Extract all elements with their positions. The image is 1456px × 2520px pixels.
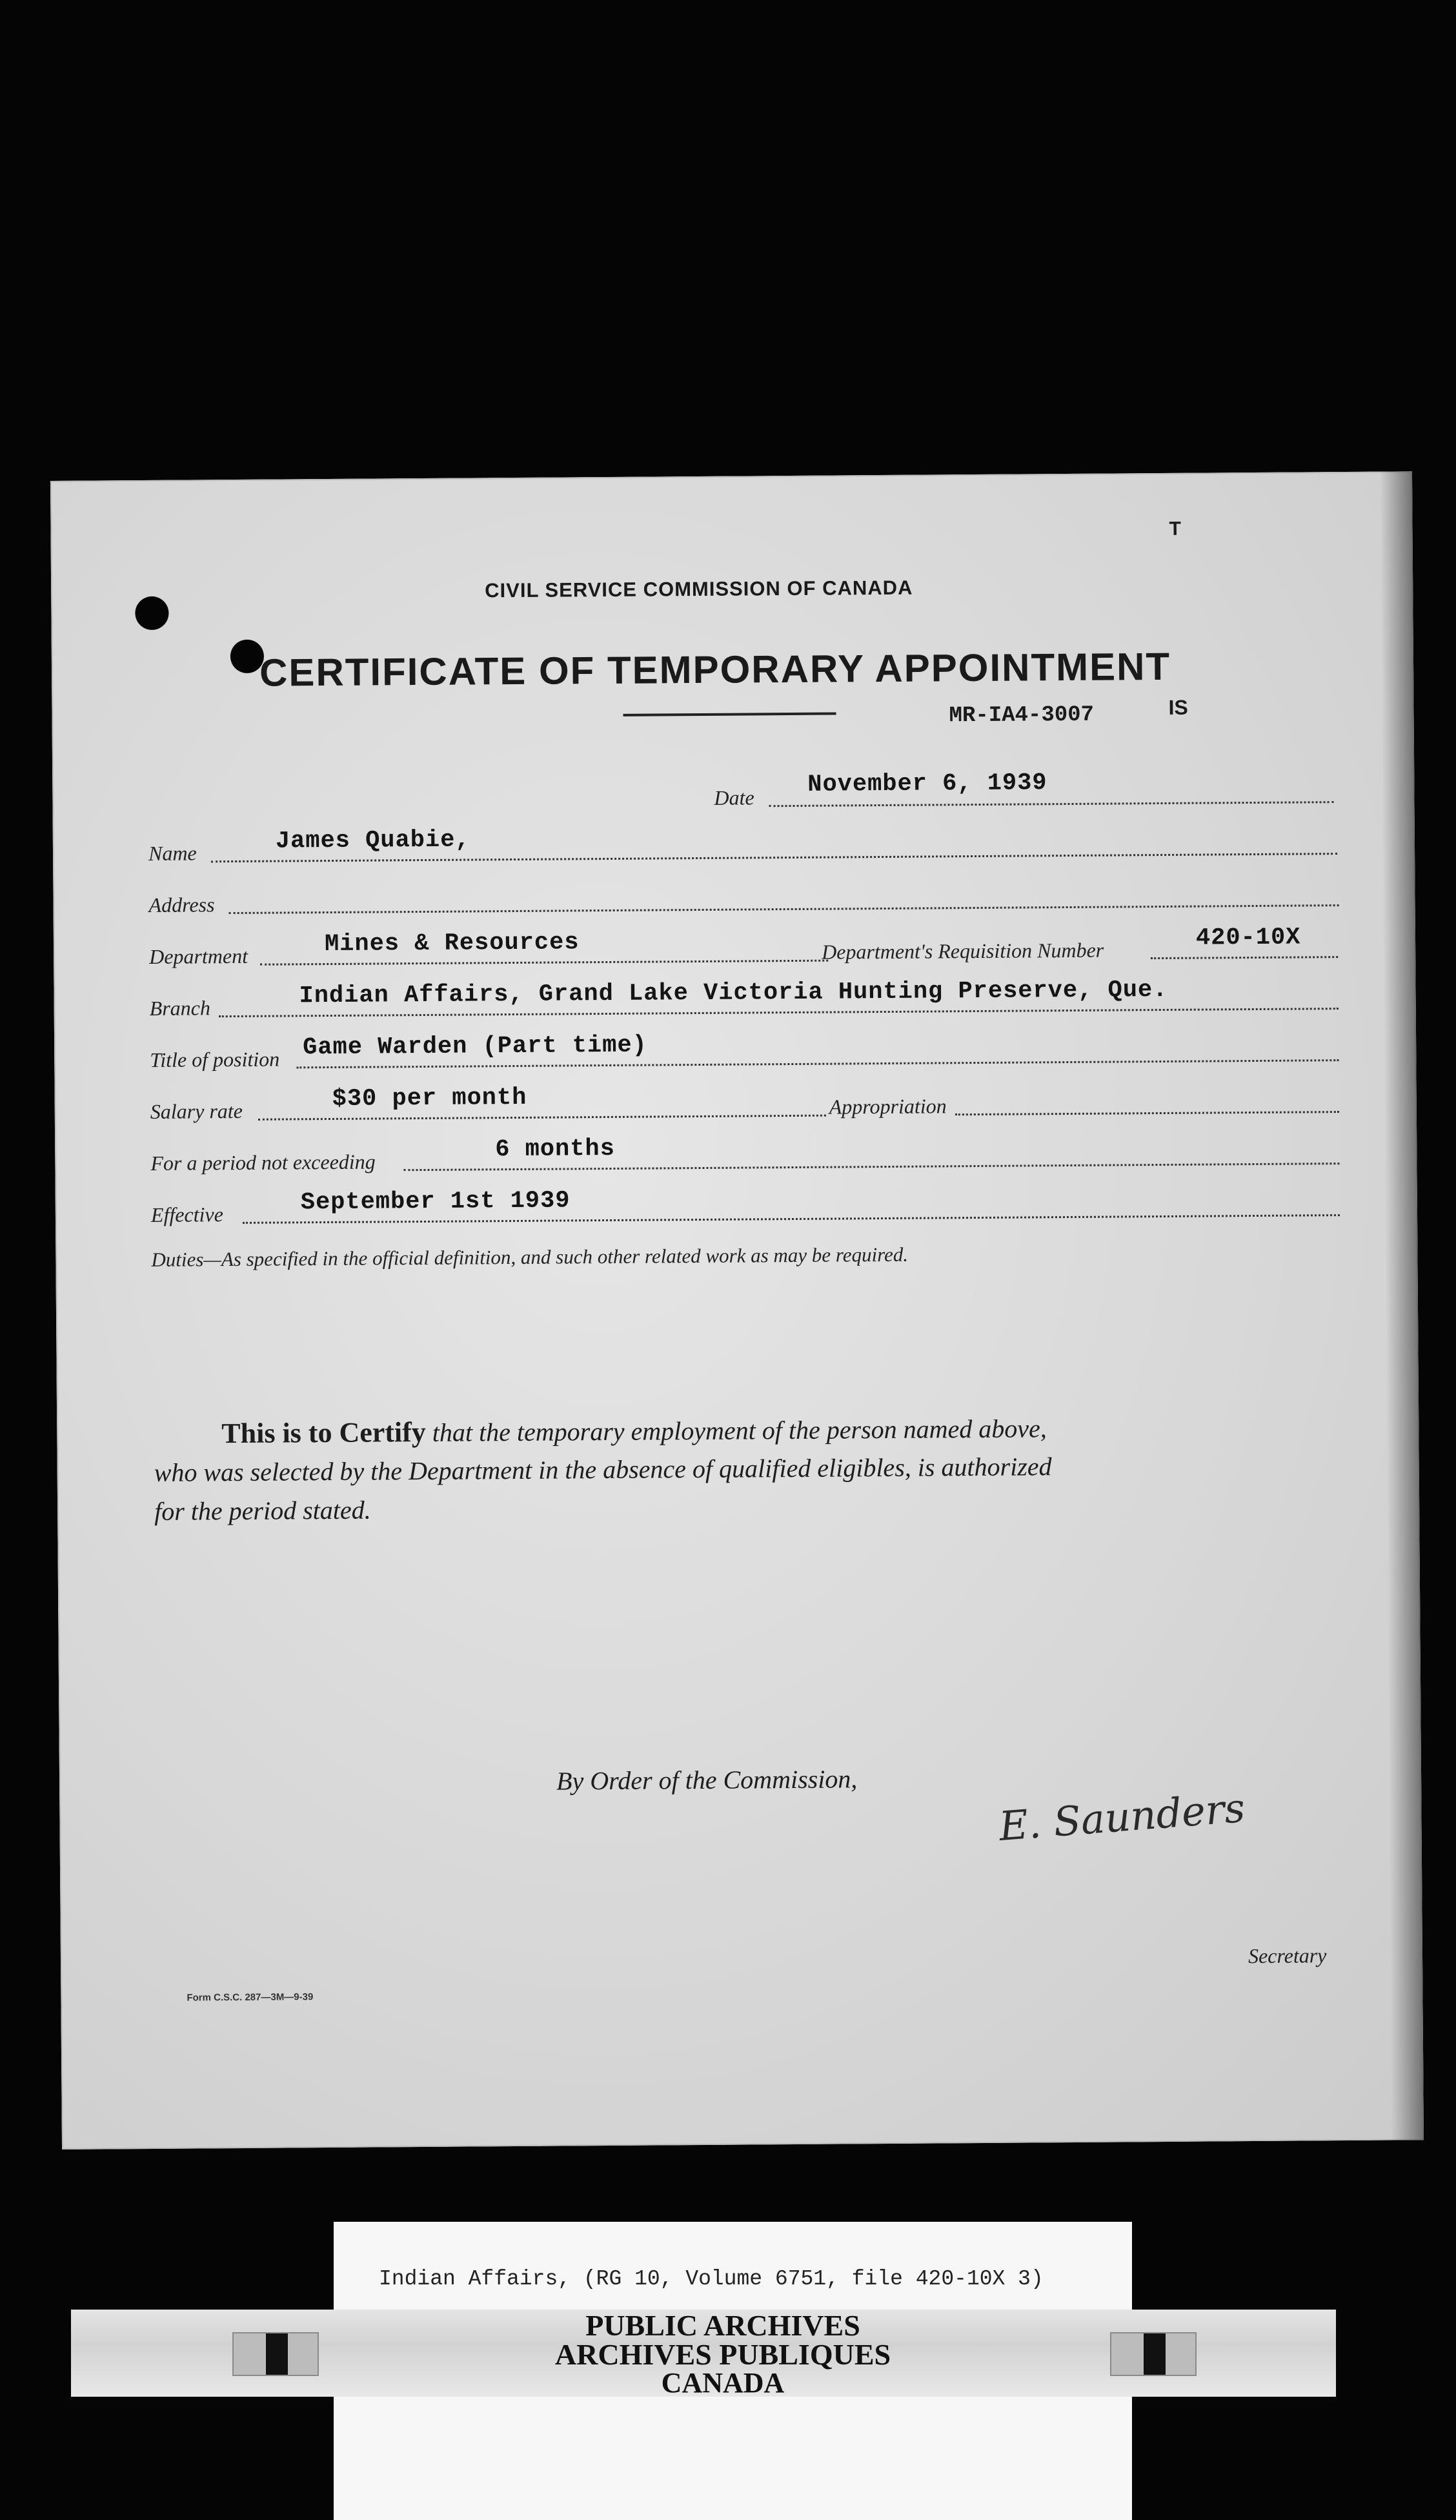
position-line [296,1059,1339,1068]
certificate-document [50,471,1424,2149]
corner-mark: T [1169,518,1182,540]
archive-citation: Indian Affairs, (RG 10, Volume 6751, file 420-10X 3) [379,2267,1044,2291]
department-line [260,960,828,966]
archive-line-1: PUBLIC ARCHIVES [585,2309,860,2342]
archive-line-3: CANADA [661,2367,785,2399]
effective-label: Effective [150,1203,223,1226]
department-label: Department [149,944,248,968]
duties-text: Duties—As specified in the official definition, and such other related work as may be required. [151,1243,909,1271]
period-line [403,1163,1339,1171]
certify-line-3: for the period stated. [154,1495,371,1526]
salary-line [258,1115,826,1121]
effective-value: September 1st 1939 [300,1187,571,1217]
archive-stamp [303,2310,1142,2397]
position-label: Title of position [150,1047,280,1072]
effective-line [243,1214,1340,1224]
appropriation-label: Appropriation [829,1094,947,1119]
order-text: By Order of the Commission, [556,1764,858,1796]
branch-label: Branch [149,996,211,1020]
address-label: Address [148,893,215,917]
punch-hole [135,596,168,630]
appropriation-line [955,1111,1339,1115]
period-value: 6 months [495,1135,616,1164]
salary-label: Salary rate [150,1099,243,1123]
secretary-label: Secretary [1248,1944,1327,1968]
archive-stamp-band [71,2310,1336,2397]
archive-line-2: ARCHIVES PUBLIQUES [554,2338,891,2371]
name-value: James Quabie, [275,826,470,855]
requisition-label: Department's Requisition Number [821,938,1104,964]
commission-name: CIVIL SERVICE COMMISSION OF CANADA [485,576,913,602]
name-label: Name [148,841,197,865]
certify-lead: This is to Certify [221,1416,427,1450]
branch-value: Indian Affairs, Grand Lake Victoria Hunting Preserve, Que. [299,976,1168,1010]
department-value: Mines & Resources [324,929,580,959]
salary-value: $30 per month [332,1084,527,1113]
certify-line-1 [221,1408,1047,1454]
requisition-line [1151,956,1338,959]
date-label: Date [714,786,754,809]
certify-line-2: who was selected by the Department in the absence of qualified eligibles, is authorized [154,1452,1052,1487]
title-underline [623,713,836,716]
reference-suffix: IS [1168,695,1188,719]
certificate-title: CERTIFICATE OF TEMPORARY APPOINTMENT [259,644,1171,695]
signature: E. Saunders [997,1783,1247,1850]
address-line [229,904,1339,914]
position-value: Game Warden (Part time) [302,1031,647,1062]
form-number: Form C.S.C. 287—3M—9-39 [187,1991,314,2004]
reference-number: MR-IA4-3007 [949,702,1095,729]
requisition-value: 420-10X [1195,924,1301,952]
period-label: For a period not exceeding [150,1150,376,1175]
certify-line-1-text: that the temporary employment of the person named above, [432,1414,1047,1447]
date-line [769,801,1334,807]
date-value: November 6, 1939 [807,769,1047,798]
